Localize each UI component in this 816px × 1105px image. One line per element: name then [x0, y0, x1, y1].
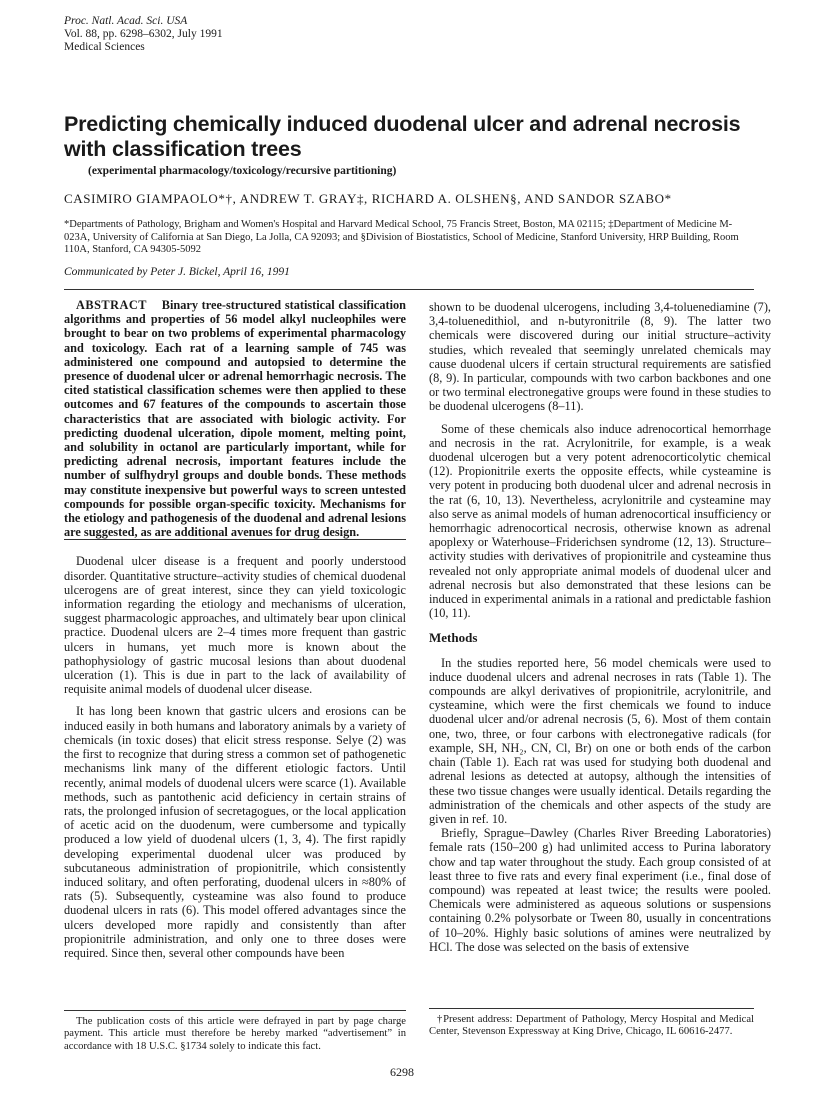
journal-section: Medical Sciences: [64, 41, 145, 53]
journal-name: Proc. Natl. Acad. Sci. USA: [64, 15, 188, 27]
header-divider: [64, 289, 754, 290]
footnote-divider-left: [64, 1010, 406, 1011]
abstract-text: Binary tree-structured statistical classification algorithms and properties of 56 model alkyl nucleophiles were brought to bear on two problems of experimental pharmacology and toxicology. Each rat of a learning sample of 745 was administered one compound and autopsied to determine the presence of duodenal ulcer or adrenal hemorrhagic necrosis. The cited statistical classification schemes were then applied to these outcomes and 67 features of the compounds to ascertain those characteristics that are associated with biologic activity. For predicting duodenal ulceration, dipole moment, melting point, and solubility in octanol are particularly important, while for predicting adrenal necrosis, important features include the number of sulfhydryl groups and double bonds. These methods may constitute inexpensive but powerful ways to screen untested compounds for possible organ-specific toxicity. Mechanisms for the etiology and pathogenesis of the duodenal and adrenal lesions are suggested, as are additional avenues for drug design.: [64, 298, 406, 540]
author-list: CASIMIRO GIAMPAOLO*†, ANDREW T. GRAY‡, RICHARD A. OLSHEN§, AND SANDOR SZABO*: [64, 191, 672, 206]
right-column: [429, 300, 771, 954]
footnote-divider-right: [429, 1008, 754, 1009]
abstract-label: ABSTRACT: [76, 298, 147, 312]
keywords: (experimental pharmacology/toxicology/recursive partitioning): [88, 165, 397, 177]
abstract-divider: [64, 539, 406, 540]
body-paragraph: In the studies reported here, 56 model chemicals were used to induce duodenal ulcers and adrenal necroses in rats (Table 1). The compounds are alkyl derivatives of propionitrile, acrylonitrile, and cysteamine, which were the first chemicals we found to induce duodenal ulcer and/or adrenal necrosis (5, 6). Most of them contain one, two, three, or four carbons with electronegative radicals (for example, SH, NH₂, CN, Cl, Br) on one or both ends of the carbon chain (Table 1). Each rat was used for studying both duodenal and adrenal lesions as detected at autopsy, although the intensities of these two tissue changes were usually identical. Details regarding the administration of the chemicals and other aspects of the study are given in ref. 10.: [429, 655, 771, 826]
left-column: [64, 298, 406, 960]
journal-header: [64, 15, 223, 54]
communicated-by: Communicated by Peter J. Bickel, April 16, 1991: [64, 266, 290, 278]
journal-volume: Vol. 88, pp. 6298–6302, July 1991: [64, 28, 223, 40]
publication-cost-note: The publication costs of this article were defrayed in part by page charge payment. This article must therefore be hereby marked “advertisement” in accordance with 18 U.S.C. §1734 solely to indicate this fact.: [64, 1016, 406, 1052]
body-paragraph: Briefly, Sprague–Dawley (Charles River Breeding Laboratories) female rats (150–200 g) had unlimited access to Purina laboratory chow and tap water throughout the study. Each group consisted of at least three to five rats and every final experiment (i.e., final dose of compound) was repeated at least twice; the results were pooled. Chemicals were administered as aqueous solutions or suspensions containing 0.2% polysorbate or Tween 80, usually in concentrations of 10–20%. Highly basic solutions of amines were neutralized by HCl. The dose was selected on the basis of extensive: [429, 826, 771, 954]
body-paragraph: shown to be duodenal ulcerogens, including 3,4-toluenediamine (7), 3,4-toluenedithiol, and n-butyronitrile (8, 9). The latter two chemicals were discovered during our initial structure–activity studies, which revealed that seemingly unrelated chemicals may cause duodenal ulcers if certain structural requirements are satisfied (8, 9). In particular, compounds with two carbon backbones and one or two terminal electronegative groups were found in these studies to be duodenal ulcerogens (8–11).: [429, 300, 771, 414]
body-paragraph: Some of these chemicals also induce adrenocortical hemorrhage and necrosis in the rat. Acrylonitrile, for example, is a weak duodenal ulcerogen but a very potent adrenocorticolytic chemical (12). Propionitrile exerts the opposite effects, while cysteamine is very potent in producing both duodenal ulcer and adrenal necrosis in the rat (6, 10, 13). Nevertheless, acrylonitrile and cysteamine may also serve as animal models of human adrenocortical insufficiency or hemorrhagic adrenocortical necrosis, otherwise known as adrenal apoplexy or Waterhouse–Friderichsen syndrome (12, 13). Structure–activity studies with derivatives of propionitrile and cysteamine thus revealed not only appropriate animal models of duodenal ulcer and adrenal necrosis but also demonstrated that these lesions can be induced in experimental animals in a rational and predictable fashion (10, 11).: [429, 421, 771, 621]
abstract: [64, 298, 406, 539]
present-address-note: †Present address: Department of Pathology, Mercy Hospital and Medical Center, Stevenson Expressway at King Drive, Chicago, IL 60616-2477.: [429, 1014, 754, 1038]
article-title: Predicting chemically induced duodenal ulcer and adrenal necrosis with classification trees: [64, 112, 741, 161]
body-paragraph: Duodenal ulcer disease is a frequent and poorly understood disorder. Quantitative structure–activity studies of chemical duodenal ulcerogens are of great interest, since they can yield toxicologic information regarding the etiology and mechanisms of ulceration, suggest pharmacologic approaches, and ultimately bear upon clinical practice. Duodenal ulcers are 2–4 times more frequent than gastric ulcers in humans, yet much more is known about the pathophysiology of gastric mucosal lesions than about duodenal ulceration (1). This is due in part to the lack of availability of requisite animal models of duodenal ulcer disease.: [64, 554, 406, 697]
affiliations: *Departments of Pathology, Brigham and Women's Hospital and Harvard Medical School, 75 Francis Street, Boston, MA 02115; ‡Department of Medicine M-023A, University of California at San Diego, La Jolla, CA 92093; and §Division of Biostatistics, School of Medicine, Stanford University, HRP Building, Room 110A, Stanford, CA 94305-5092: [64, 219, 739, 255]
methods-heading: Methods: [429, 630, 478, 646]
body-paragraph: It has long been known that gastric ulcers and erosions can be induced easily in both humans and laboratory animals by a variety of chemicals (in toxic doses) that elicit stress response. Selye (2) was the first to recognize that during stress a common set of pathogenetic mechanisms link many of the different etiologic factors. Until recently, animal models of duodenal ulcers were scarce (1). Available methods, such as pantothenic acid deficiency in certain strains of rats, the prolonged infusion of secretagogues, or the local application of acetic acid on the duodenum, were cumbersome and typically produced a low yield of duodenal ulcers (1, 3, 4). The first rapidly developing experimental duodenal ulcer was produced by subcutaneous administration of propionitrile, which consistently induced solitary, and often perforating, duodenal ulcers in ≈80% of rats (5). Subsequently, cysteamine was also found to produce duodenal ulcers in rats (6). This model offered advantages since the ulcers developed more rapidly and consistently than after propionitrile administration, and only one to three doses were required. Since then, several other compounds have been: [64, 704, 406, 960]
page-number: 6298: [390, 1065, 414, 1079]
